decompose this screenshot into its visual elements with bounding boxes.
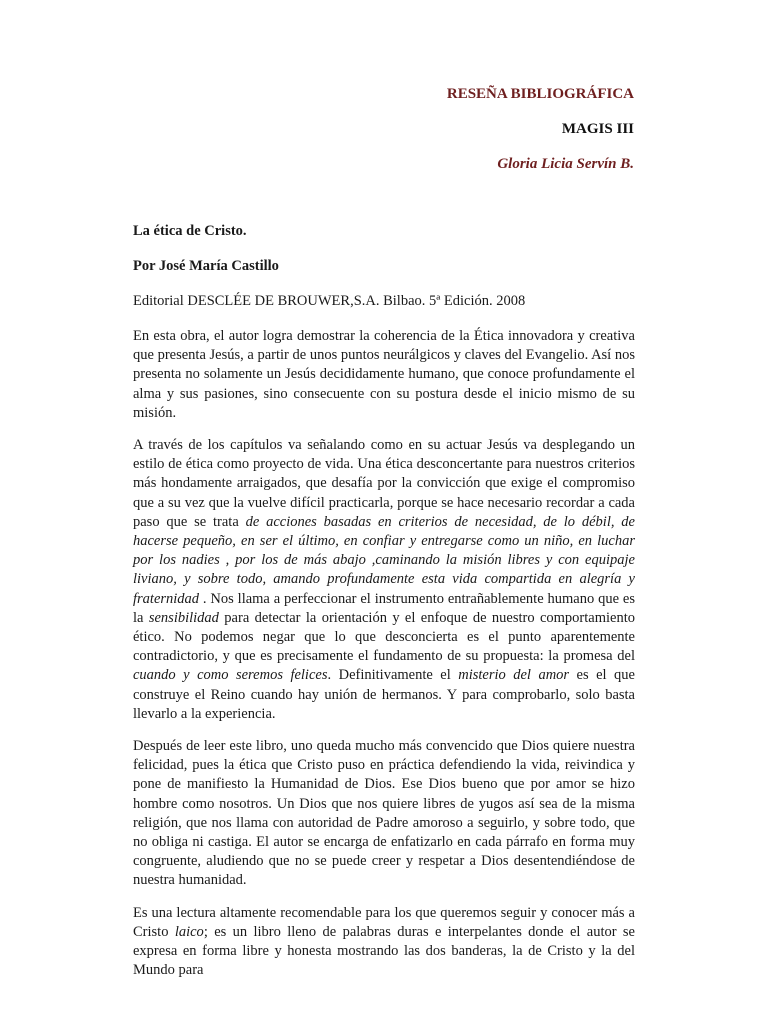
- paragraph-3: Después de leer este libro, uno queda mucho más convencido que Dios quiere nuestra felicidad, pues la ética que Cristo puso en práctica defendiendo la vida, reivindica y pone de manifiesto la Humanidad de Dios. Ese Dios bueno que por amor se hizo hombre como nosotros. Un Dios que nos quiere libres de yugos así sea de la misma religión, que nos llama con autoridad de Padre amoroso a seguirlo, y sobre todo, que no obliga ni castiga. El autor se encarga de enfatizarlo en cada párrafo en forma muy congruente, aludiendo que no se puede creer y respetar a Dios desentendiéndose de nuestra humanidad.: [133, 738, 635, 889]
- paragraph-1: En esta obra, el autor logra demostrar la coherencia de la Ética innovadora y creativa que presenta Jesús, a partir de unos puntos neurálgicos y claves del Evangelio. Así nos presenta no solamente un Jesús decididamente humano, que conoce profundamente el alma y sus pasiones, sino consecuente con su postura desde el inicio mismo de su misión.: [133, 328, 635, 421]
- paragraph-2: [133, 436, 635, 724]
- magazine-title: MAGIS III: [561, 121, 634, 137]
- paragraph-4: [133, 904, 635, 981]
- paragraph-4-text-c: ; es un libro lleno de palabras duras e interpelantes donde el autor se expresa en forma libre y honesta mostrando las dos banderas, la de Cristo y la del Mundo para: [133, 923, 635, 979]
- review-body: [133, 222, 635, 994]
- paragraph-2-text-i: es el que construye el Reino cuando hay unión de hermanos. Y para comprobarlo, solo basta llevarlo a la experiencia.: [133, 667, 635, 722]
- paragraph-2-text-e: para detectar la orientación y el enfoque de nuestro comportamiento ético. No podemos negar que lo que desconcierta es el punto aparentemente contradictorio, y que es precisamente el fundamento de su propuesta: la promesa del: [133, 609, 635, 665]
- paragraph-2-text-g: . Definitivamente el: [327, 667, 459, 684]
- book-author: Por José María Castillo: [133, 258, 279, 274]
- paragraph-2-italic-b: de acciones basadas en criterios de necesidad, de lo débil, de hacerse pequeño, en ser el último, en confiar y entregarse como un niño, en luchar por los nadies , por los de más abajo ,caminando la misión libres y con equipaje liviano, y sobre todo, amando profundamente esta vida compartida en alegría y fraternidad: [133, 513, 635, 607]
- reviewer-name: Gloria Licia Servín B.: [497, 156, 634, 172]
- paragraph-2-italic-d: sensibilidad: [148, 609, 219, 626]
- paragraph-2-italic-f: cuando y como seremos felices: [133, 667, 328, 684]
- paragraph-4-text-a: Es una lectura altamente recomendable para los que queremos seguir y conocer más a Cristo: [133, 904, 635, 940]
- paragraph-2-italic-h: misterio del amor: [458, 667, 570, 684]
- review-header: [447, 86, 634, 191]
- paragraph-2-text-a: A través de los capítulos va señalando como en su actuar Jesús va desplegando un estilo de ética como proyecto de vida. Una ética desconcertante para nuestros criterios más hondamente arraigados, que desafía por la convicción que exige el compromiso que a su vez que la vuelve difícil practicarla, porque se hace necesario recordar a cada paso que se trata: [133, 437, 635, 530]
- book-publisher: Editorial DESCLÉE DE BROUWER,S.A. Bilbao. 5ª Edición. 2008: [133, 293, 526, 309]
- paragraph-4-italic-b: laico: [174, 923, 204, 940]
- book-title: La ética de Cristo.: [133, 223, 247, 239]
- paragraph-2-text-c: . Nos llama a perfeccionar el instrumento entrañablemente humano que es la: [133, 590, 635, 626]
- section-title: RESEÑA BIBLIOGRÁFICA: [446, 86, 634, 102]
